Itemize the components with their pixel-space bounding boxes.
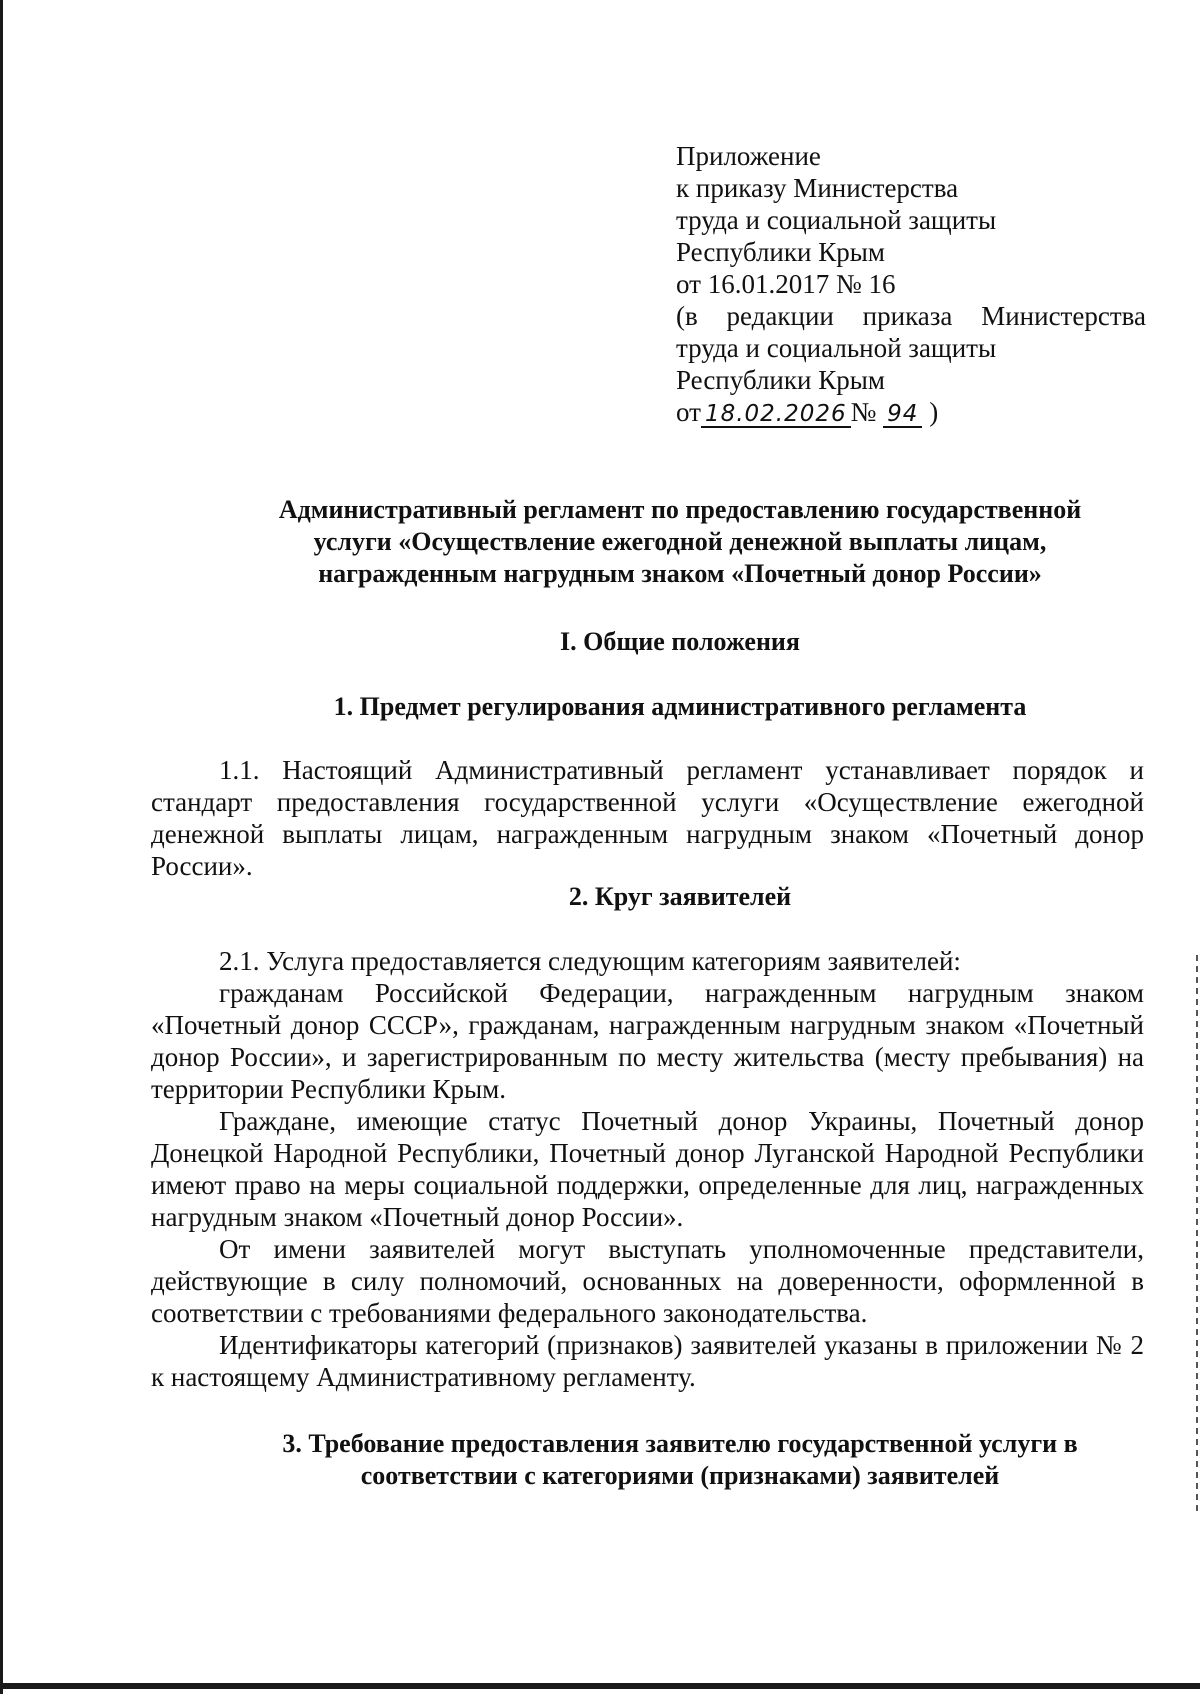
handwritten-date: 18.02.2026 bbox=[701, 402, 851, 428]
paragraph-2-4: От имени заявителей могут выступать уполномоченные представители, действующие в силу полномочий, основанных на доверенности, оформленной в соответствии с требованиями федерального законодательства. bbox=[151, 1234, 1144, 1328]
subsection-heading-1: 1. Предмет регулирования административного регламента bbox=[333, 692, 1027, 721]
appendix-line: (в редакции приказа Министерства bbox=[676, 301, 1146, 331]
title-line: услуги «Осуществление ежегодной денежной выплаты лицам, bbox=[313, 527, 1047, 556]
handwritten-number: 94 bbox=[883, 402, 922, 428]
appendix-block bbox=[676, 140, 1146, 428]
appendix-line: Республики Крым bbox=[676, 365, 885, 395]
subsection-heading-2: 2. Круг заявителей bbox=[568, 882, 792, 911]
subsection-heading-3 bbox=[150, 1428, 1200, 1492]
appendix-revision-date-line bbox=[676, 396, 1146, 428]
title-line: соответствии с категориями (признаками) заявителей bbox=[360, 1461, 1000, 1490]
title-line: 3. Требование предоставления заявителю государственной услуги в bbox=[282, 1429, 1078, 1458]
paragraph-1-1: 1.1. Настоящий Административный регламент устанавливает порядок и стандарт предоставления государственной услуги «Осуществление ежегодной денежной выплаты лицам, награжденным нагрудным знаком «Почетный донор России». bbox=[151, 755, 1144, 881]
document-title bbox=[150, 494, 1200, 590]
ot-prefix: от bbox=[676, 397, 701, 427]
appendix-line: Республики Крым bbox=[676, 237, 885, 267]
scan-edge-bottom bbox=[0, 1683, 1200, 1689]
closing-paren: ) bbox=[929, 397, 939, 427]
paragraph-2-5: Идентификаторы категорий (признаков) заявителей указаны в приложении № 2 к настоящему Административному регламенту. bbox=[151, 1330, 1144, 1392]
scan-edge-left bbox=[0, 0, 3, 1694]
appendix-line: от 16.01.2017 № 16 bbox=[676, 269, 896, 299]
number-sign: № bbox=[850, 397, 877, 427]
paragraph-2-1: 2.1. Услуга предоставляется следующим категориям заявителей: bbox=[219, 946, 961, 976]
appendix-line: труда и социальной защиты bbox=[676, 205, 997, 235]
appendix-line: к приказу Министерства bbox=[676, 173, 959, 203]
title-line: Административный регламент по предоставлению государственной bbox=[278, 495, 1082, 524]
appendix-line: труда и социальной защиты bbox=[676, 333, 997, 363]
title-line: награжденным нагрудным знаком «Почетный донор России» bbox=[318, 559, 1042, 588]
appendix-line: Приложение bbox=[676, 141, 821, 171]
paragraph-2-2: гражданам Российской Федерации, награжденным нагрудным знаком «Почетный донор СССР», гражданам, награжденным нагрудным знаком «Почетный донор России», и зарегистрированным по месту жительства (месту пребывания) на территории Республики Крым. bbox=[151, 978, 1144, 1104]
section-heading-general: I. Общие положения bbox=[560, 627, 800, 656]
paragraph-2-3: Граждане, имеющие статус Почетный донор Украины, Почетный донор Донецкой Народной Республики, Почетный донор Луганской Народной Республики имеют право на меры социальной поддержки, определенные для лиц, награжденных нагрудным знаком «Почетный донор России». bbox=[151, 1106, 1144, 1232]
